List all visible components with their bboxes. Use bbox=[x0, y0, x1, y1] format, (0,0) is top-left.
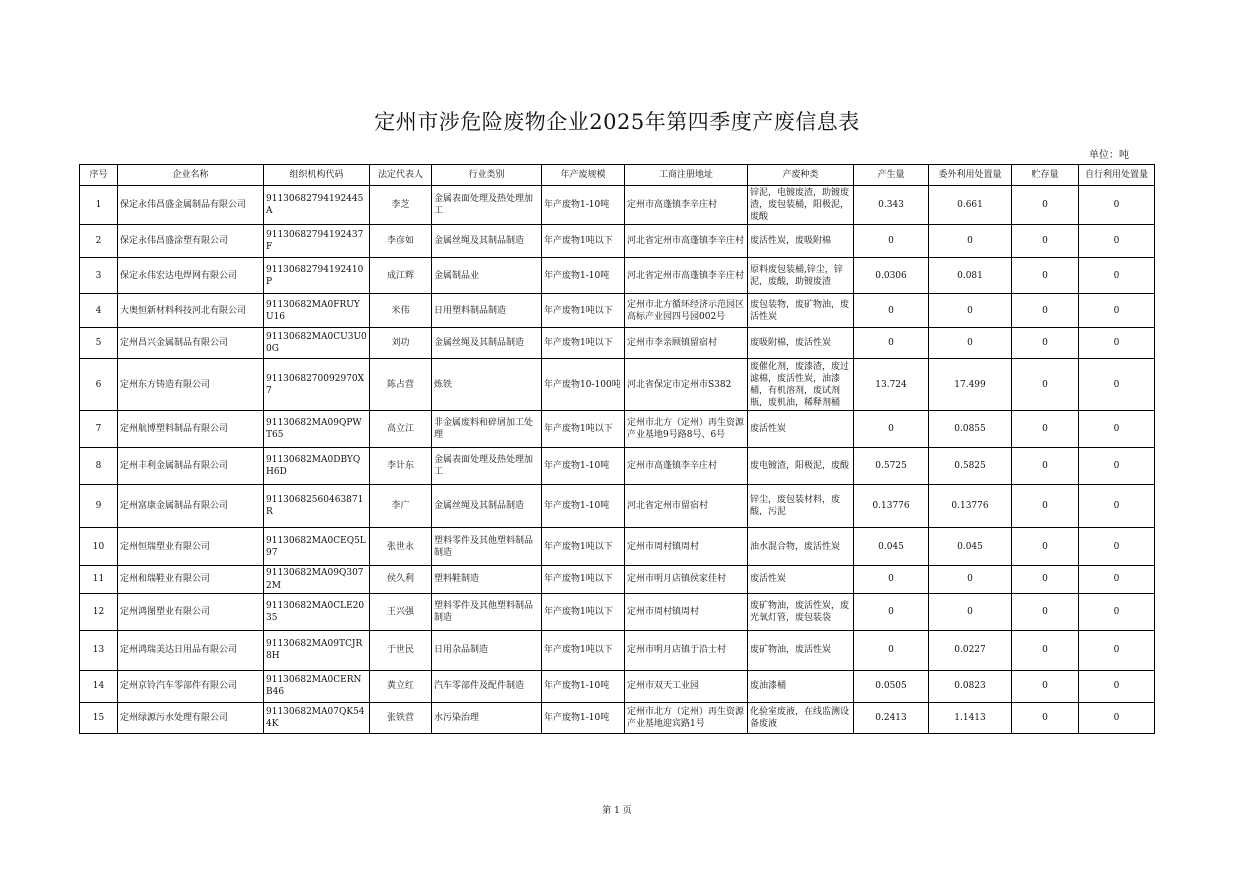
cell-org-code: 91130682MA0CERNB46 bbox=[264, 670, 370, 702]
cell-self-disposal: 0 bbox=[1079, 485, 1155, 528]
cell-address: 定州市李亲顾镇留宿村 bbox=[625, 328, 748, 359]
table-row bbox=[80, 485, 1155, 528]
cell-legal-rep: 李芝 bbox=[370, 186, 432, 225]
cell-generated: 13.724 bbox=[854, 359, 929, 411]
header-row bbox=[80, 165, 1155, 186]
cell-industry: 金属丝绳及其制品制造 bbox=[432, 328, 542, 359]
cell-legal-rep: 张世永 bbox=[370, 528, 432, 566]
table-row bbox=[80, 359, 1155, 411]
cell-self-disposal: 0 bbox=[1079, 593, 1155, 630]
cell-industry: 日用杂品制造 bbox=[432, 630, 542, 670]
cell-company-name: 定州鸿瑞美达日用品有限公司 bbox=[118, 630, 264, 670]
cell-address: 河北省定州市高蓬镇李辛庄村 bbox=[625, 225, 748, 258]
cell-industry: 塑料零件及其他塑料制品制造 bbox=[432, 593, 542, 630]
cell-index: 9 bbox=[80, 485, 118, 528]
cell-generated: 0.2413 bbox=[854, 702, 929, 733]
cell-company-name: 定州恒瑞塑业有限公司 bbox=[118, 528, 264, 566]
unit-label: 单位：吨 bbox=[1089, 150, 1129, 161]
cell-self-disposal: 0 bbox=[1079, 702, 1155, 733]
cell-index: 10 bbox=[80, 528, 118, 566]
cell-org-code: 91130682MA0FRUYU16 bbox=[264, 294, 370, 328]
cell-annual-scale: 年产废物1吨以下 bbox=[542, 630, 625, 670]
cell-legal-rep: 侯久利 bbox=[370, 566, 432, 593]
cell-outsourced-disposal: 17.499 bbox=[929, 359, 1012, 411]
cell-index: 2 bbox=[80, 225, 118, 258]
cell-storage: 0 bbox=[1012, 485, 1079, 528]
cell-org-code: 91130682MA09QPWT65 bbox=[264, 411, 370, 448]
header-storage: 贮存量 bbox=[1012, 165, 1079, 186]
cell-annual-scale: 年产废物1吨以下 bbox=[542, 411, 625, 448]
cell-storage: 0 bbox=[1012, 566, 1079, 593]
table-row bbox=[80, 593, 1155, 630]
cell-industry: 金属丝绳及其制品制造 bbox=[432, 225, 542, 258]
cell-annual-scale: 年产废物1-10吨 bbox=[542, 186, 625, 225]
cell-legal-rep: 张铁营 bbox=[370, 702, 432, 733]
cell-generated: 0.13776 bbox=[854, 485, 929, 528]
cell-company-name: 定州鸿图塑业有限公司 bbox=[118, 593, 264, 630]
cell-index: 14 bbox=[80, 670, 118, 702]
header-generated: 产生量 bbox=[854, 165, 929, 186]
header-self-disposal: 自行利用处置量 bbox=[1079, 165, 1155, 186]
cell-address: 河北省定州市留宿村 bbox=[625, 485, 748, 528]
cell-generated: 0.045 bbox=[854, 528, 929, 566]
cell-address: 定州市周村镇周村 bbox=[625, 528, 748, 566]
cell-outsourced-disposal: 0.0855 bbox=[929, 411, 1012, 448]
cell-address: 定州市高蓬镇李辛庄村 bbox=[625, 186, 748, 225]
cell-org-code: 91130682MA0CLE2035 bbox=[264, 593, 370, 630]
table-row bbox=[80, 630, 1155, 670]
cell-legal-rep: 高立江 bbox=[370, 411, 432, 448]
cell-waste-types: 废电镀渣，阳极泥，废酸 bbox=[748, 448, 854, 485]
cell-company-name: 定州和瑞鞋业有限公司 bbox=[118, 566, 264, 593]
cell-annual-scale: 年产废物1-10吨 bbox=[542, 702, 625, 733]
cell-outsourced-disposal: 0.13776 bbox=[929, 485, 1012, 528]
cell-company-name: 定州东方铸造有限公司 bbox=[118, 359, 264, 411]
cell-index: 11 bbox=[80, 566, 118, 593]
cell-annual-scale: 年产废物1-10吨 bbox=[542, 485, 625, 528]
cell-waste-types: 废活性炭 bbox=[748, 566, 854, 593]
cell-storage: 0 bbox=[1012, 528, 1079, 566]
table-row bbox=[80, 186, 1155, 225]
cell-generated: 0.0505 bbox=[854, 670, 929, 702]
cell-outsourced-disposal: 0.0823 bbox=[929, 670, 1012, 702]
cell-index: 5 bbox=[80, 328, 118, 359]
cell-self-disposal: 0 bbox=[1079, 566, 1155, 593]
header-outsourced-disposal: 委外利用处置量 bbox=[929, 165, 1012, 186]
cell-company-name: 保定永伟昌盛金属制品有限公司 bbox=[118, 186, 264, 225]
cell-annual-scale: 年产废物1吨以下 bbox=[542, 566, 625, 593]
cell-industry: 水污染治理 bbox=[432, 702, 542, 733]
cell-company-name: 保定永伟昌盛涂塑有限公司 bbox=[118, 225, 264, 258]
cell-industry: 塑料零件及其他塑料制品制造 bbox=[432, 528, 542, 566]
cell-waste-types: 废油漆桶 bbox=[748, 670, 854, 702]
header-org-code: 组织机构代码 bbox=[264, 165, 370, 186]
cell-company-name: 定州丰利金属制品有限公司 bbox=[118, 448, 264, 485]
cell-annual-scale: 年产废物1吨以下 bbox=[542, 328, 625, 359]
cell-company-name: 保定永伟宏达电焊网有限公司 bbox=[118, 258, 264, 294]
cell-storage: 0 bbox=[1012, 186, 1079, 225]
cell-generated: 0.5725 bbox=[854, 448, 929, 485]
table-row bbox=[80, 294, 1155, 328]
cell-industry: 日用塑料制品制造 bbox=[432, 294, 542, 328]
header-company-name: 企业名称 bbox=[118, 165, 264, 186]
cell-waste-types: 废矿物油，废活性炭，废光氧灯管，废包装袋 bbox=[748, 593, 854, 630]
cell-generated: 0 bbox=[854, 593, 929, 630]
cell-address: 定州市北方循环经济示范园区高标产业园四号园002号 bbox=[625, 294, 748, 328]
cell-storage: 0 bbox=[1012, 702, 1079, 733]
cell-annual-scale: 年产废物1吨以下 bbox=[542, 528, 625, 566]
cell-waste-types: 废催化剂，废漆渣，废过滤棉，废活性炭，油漆桶，有机溶剂，废试剂瓶，废机油，稀释剂桶 bbox=[748, 359, 854, 411]
cell-company-name: 大奥恒新材料科技河北有限公司 bbox=[118, 294, 264, 328]
cell-index: 7 bbox=[80, 411, 118, 448]
cell-outsourced-disposal: 0 bbox=[929, 593, 1012, 630]
cell-org-code: 911306827009​2970X7 bbox=[264, 359, 370, 411]
table-row bbox=[80, 448, 1155, 485]
cell-index: 8 bbox=[80, 448, 118, 485]
cell-generated: 0 bbox=[854, 566, 929, 593]
cell-org-code: 91130682794192410P bbox=[264, 258, 370, 294]
cell-annual-scale: 年产废物1-10吨 bbox=[542, 670, 625, 702]
cell-legal-rep: 刘功 bbox=[370, 328, 432, 359]
cell-industry: 非金属废料和碎屑加工处理 bbox=[432, 411, 542, 448]
table-row bbox=[80, 670, 1155, 702]
cell-industry: 金属表面处理及热处理加工 bbox=[432, 186, 542, 225]
cell-company-name: 定州富康金属制品有限公司 bbox=[118, 485, 264, 528]
cell-org-code: 91130682MA0DBYQH6D bbox=[264, 448, 370, 485]
header-waste-types: 产废种类 bbox=[748, 165, 854, 186]
cell-org-code: 91130682794192437F bbox=[264, 225, 370, 258]
cell-outsourced-disposal: 0 bbox=[929, 294, 1012, 328]
cell-waste-types: 原料废包装桶,锌尘，锌泥，废酸，助镀废渣 bbox=[748, 258, 854, 294]
cell-generated: 0.0306 bbox=[854, 258, 929, 294]
cell-waste-types: 废活性炭 bbox=[748, 411, 854, 448]
cell-index: 1 bbox=[80, 186, 118, 225]
cell-self-disposal: 0 bbox=[1079, 528, 1155, 566]
table-row bbox=[80, 528, 1155, 566]
cell-generated: 0.343 bbox=[854, 186, 929, 225]
cell-legal-rep: 成江辉 bbox=[370, 258, 432, 294]
cell-outsourced-disposal: 0.081 bbox=[929, 258, 1012, 294]
cell-org-code: 91130682MA0CEQ5L97 bbox=[264, 528, 370, 566]
cell-address: 定州市北方（定州）再生资源产业基地9号路8号、6号 bbox=[625, 411, 748, 448]
cell-self-disposal: 0 bbox=[1079, 258, 1155, 294]
cell-storage: 0 bbox=[1012, 328, 1079, 359]
cell-generated: 0 bbox=[854, 411, 929, 448]
header-index: 序号 bbox=[80, 165, 118, 186]
cell-org-code: 91130682MA09TCJR8H bbox=[264, 630, 370, 670]
table-row bbox=[80, 566, 1155, 593]
cell-self-disposal: 0 bbox=[1079, 411, 1155, 448]
cell-storage: 0 bbox=[1012, 411, 1079, 448]
cell-storage: 0 bbox=[1012, 225, 1079, 258]
table-row bbox=[80, 225, 1155, 258]
cell-industry: 金属表面处理及热处理加工 bbox=[432, 448, 542, 485]
cell-annual-scale: 年产废物1-10吨 bbox=[542, 448, 625, 485]
cell-industry: 金属丝绳及其制品制造 bbox=[432, 485, 542, 528]
cell-outsourced-disposal: 0.0227 bbox=[929, 630, 1012, 670]
cell-industry: 塑料鞋制造 bbox=[432, 566, 542, 593]
table-row bbox=[80, 411, 1155, 448]
cell-storage: 0 bbox=[1012, 258, 1079, 294]
cell-outsourced-disposal: 0 bbox=[929, 328, 1012, 359]
header-annual-scale: 年产废规模 bbox=[542, 165, 625, 186]
cell-legal-rep: 米伟 bbox=[370, 294, 432, 328]
cell-index: 4 bbox=[80, 294, 118, 328]
table-row bbox=[80, 702, 1155, 733]
cell-storage: 0 bbox=[1012, 294, 1079, 328]
cell-org-code: 91130682560463871R bbox=[264, 485, 370, 528]
header-industry: 行业类别 bbox=[432, 165, 542, 186]
cell-address: 定州市明月店镇侯家佳村 bbox=[625, 566, 748, 593]
header-legal-rep: 法定代表人 bbox=[370, 165, 432, 186]
cell-company-name: 定州昌兴金属制品有限公司 bbox=[118, 328, 264, 359]
cell-outsourced-disposal: 0 bbox=[929, 225, 1012, 258]
cell-legal-rep: 陈占营 bbox=[370, 359, 432, 411]
cell-self-disposal: 0 bbox=[1079, 670, 1155, 702]
cell-self-disposal: 0 bbox=[1079, 448, 1155, 485]
cell-self-disposal: 0 bbox=[1079, 328, 1155, 359]
cell-self-disposal: 0 bbox=[1079, 359, 1155, 411]
cell-generated: 0 bbox=[854, 328, 929, 359]
cell-self-disposal: 0 bbox=[1079, 294, 1155, 328]
waste-info-table bbox=[79, 164, 1155, 734]
cell-annual-scale: 年产废物1吨以下 bbox=[542, 593, 625, 630]
cell-waste-types: 废活性炭，废吸附棉 bbox=[748, 225, 854, 258]
cell-annual-scale: 年产废物1吨以下 bbox=[542, 225, 625, 258]
cell-industry: 汽车零部件及配件制造 bbox=[432, 670, 542, 702]
cell-legal-rep: 黄立红 bbox=[370, 670, 432, 702]
table-row bbox=[80, 328, 1155, 359]
cell-storage: 0 bbox=[1012, 670, 1079, 702]
cell-storage: 0 bbox=[1012, 448, 1079, 485]
cell-outsourced-disposal: 0 bbox=[929, 566, 1012, 593]
cell-legal-rep: 李彦如 bbox=[370, 225, 432, 258]
header-address: 工商注册地址 bbox=[625, 165, 748, 186]
cell-annual-scale: 年产废物1-10吨 bbox=[542, 258, 625, 294]
cell-waste-types: 废吸附棉，废活性炭 bbox=[748, 328, 854, 359]
cell-index: 12 bbox=[80, 593, 118, 630]
cell-index: 15 bbox=[80, 702, 118, 733]
cell-index: 13 bbox=[80, 630, 118, 670]
cell-generated: 0 bbox=[854, 225, 929, 258]
cell-annual-scale: 年产废物10-100吨 bbox=[542, 359, 625, 411]
cell-waste-types: 锌尘，废包装材料，废酸，污泥 bbox=[748, 485, 854, 528]
cell-legal-rep: 李广 bbox=[370, 485, 432, 528]
cell-waste-types: 废包装物，废矿物油，废活性炭 bbox=[748, 294, 854, 328]
cell-outsourced-disposal: 0.661 bbox=[929, 186, 1012, 225]
cell-storage: 0 bbox=[1012, 593, 1079, 630]
cell-self-disposal: 0 bbox=[1079, 630, 1155, 670]
cell-waste-types: 锌泥，电镀废渣，助镀废渣，废包装桶，阳极泥，废酸 bbox=[748, 186, 854, 225]
cell-self-disposal: 0 bbox=[1079, 225, 1155, 258]
page-number: 第 1 页 bbox=[602, 806, 632, 816]
cell-address: 定州市高蓬镇李辛庄村 bbox=[625, 448, 748, 485]
cell-outsourced-disposal: 0.045 bbox=[929, 528, 1012, 566]
table-row bbox=[80, 258, 1155, 294]
cell-generated: 0 bbox=[854, 294, 929, 328]
cell-org-code: 91130682MA07QK544K bbox=[264, 702, 370, 733]
cell-index: 3 bbox=[80, 258, 118, 294]
cell-company-name: 定州航博塑料制品有限公司 bbox=[118, 411, 264, 448]
cell-company-name: 定州京铃汽车零部件有限公司 bbox=[118, 670, 264, 702]
cell-company-name: 定州绿源污水处理有限公司 bbox=[118, 702, 264, 733]
cell-address: 河北省定州市高蓬镇李辛庄村 bbox=[625, 258, 748, 294]
cell-address: 定州市明月店镇于沿士村 bbox=[625, 630, 748, 670]
cell-industry: 炼铁 bbox=[432, 359, 542, 411]
cell-self-disposal: 0 bbox=[1079, 186, 1155, 225]
cell-org-code: 91130682794192445A bbox=[264, 186, 370, 225]
cell-outsourced-disposal: 0.5825 bbox=[929, 448, 1012, 485]
cell-org-code: 91130682MA09Q3072M bbox=[264, 566, 370, 593]
page-title: 定州市涉危险废物企业2025年第四季度产废信息表 bbox=[374, 110, 860, 134]
cell-address: 定州市双天工业园 bbox=[625, 670, 748, 702]
cell-storage: 0 bbox=[1012, 630, 1079, 670]
cell-industry: 金属制品业 bbox=[432, 258, 542, 294]
cell-address: 定州市北方（定州）再生资源产业基地迎宾路1号 bbox=[625, 702, 748, 733]
cell-address: 河北省保定市定州市S382 bbox=[625, 359, 748, 411]
cell-annual-scale: 年产废物1吨以下 bbox=[542, 294, 625, 328]
cell-legal-rep: 王兴强 bbox=[370, 593, 432, 630]
cell-address: 定州市周村镇周村 bbox=[625, 593, 748, 630]
cell-legal-rep: 李计东 bbox=[370, 448, 432, 485]
cell-outsourced-disposal: 1.1413 bbox=[929, 702, 1012, 733]
cell-waste-types: 化验室废液，在线监测设备废液 bbox=[748, 702, 854, 733]
cell-waste-types: 废矿物油，废活性炭 bbox=[748, 630, 854, 670]
cell-waste-types: 油水混合物，废活性炭 bbox=[748, 528, 854, 566]
cell-legal-rep: 于世民 bbox=[370, 630, 432, 670]
cell-storage: 0 bbox=[1012, 359, 1079, 411]
cell-generated: 0 bbox=[854, 630, 929, 670]
cell-index: 6 bbox=[80, 359, 118, 411]
cell-org-code: 91130682MA0CU3U00G bbox=[264, 328, 370, 359]
